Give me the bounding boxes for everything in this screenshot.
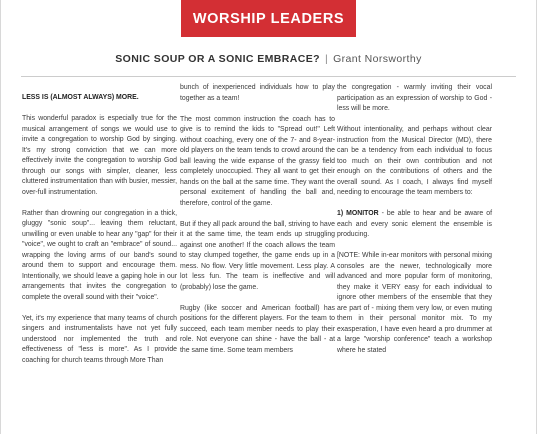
header-divider [21, 76, 516, 77]
text-column-3 [337, 83, 492, 367]
paragraph: The most common instruction the coach has to give is to remind the kids to "Spread out!" Left without coaching, every one of the 7- and 8-year-old players on the team tends to crowd around the ball leaving the wide expanse of the grassy field completely unoccupied. They all want to get their hands on the ball at the same time. They want the personal excitement of handling the ball and, therefore, control of the game. [180, 115, 335, 207]
list-item-label: 1) MONITOR [337, 210, 379, 217]
paragraph: bunch of inexperienced individuals how to play together as a team! [180, 84, 335, 102]
text-column-1 [22, 83, 177, 377]
list-item-text: - be able to hear and be aware of each and every sonic element the ensemble is producing. [337, 210, 493, 238]
section-heading: LESS IS (ALMOST ALWAYS) MORE. [22, 94, 139, 101]
paragraph: Rugby (like soccer and American football) has positions for the different players. For the team to succeed, each team member needs to play their role. Not everyone can shine - have the ball - at the same time. Some team members [180, 304, 335, 354]
list-item [337, 209, 492, 241]
paragraph: But if they all pack around the ball, striving to have it at the same time, the team ends up struggling against one another! If the coach allows the team to stay clumped together, the game ends up in a mess. No flow. Very little movement. Less play. A lot less fun. The team is ineffective and will (probably) lose the game. [180, 220, 335, 291]
article-title: SONIC SOUP OR A SONIC EMBRACE? [115, 53, 320, 65]
paragraph: This wonderful paradox is especially true for the musical arrangement of songs we would use to invite a congregation to worship God by singing. It's my strong conviction that we can more effectively invite the congregation to worship God through our songs with simpler, cleaner, less cluttered instrumentation than with busier, messier, over-full instrumentation. [22, 115, 177, 196]
article-author: Grant Norsworthy [333, 53, 422, 65]
paragraph: Without intentionality, and perhaps without clear instruction from the Musical Director (MD), there can be a tendency from each individual to focus too much on their own contribution and not enough on the contributions of others and the overall sound. As I coach, I always find myself needing to encourage the team members to: [337, 126, 492, 196]
article-header [0, 53, 537, 65]
title-separator: | [324, 53, 329, 65]
page-border-left [0, 0, 1, 434]
section-banner: WORSHIP LEADERS [181, 0, 356, 37]
paragraph: Rather than drowning our congregation in a thick, gluggy "sonic soup"... leaving them reluctant, unwilling or even unable to hear any "gap" for their "voice", we ought to craft an "embrace" of sound... wrapping the loving arms of our band's sound around them to support and encourage them. Intentionally, we should leave a gaping hole in our arrangements that invites the congregation to complete the overall sound with their "voice". [22, 209, 177, 301]
note-paragraph: [NOTE: While in-ear monitors with personal mixing consoles are the newer, technologically more advanced and more popular form of monitoring, they make it VERY easy for each individual to ignore other members of the ensemble that they are part of - mixing them very low, or even muting them in their personal monitor mix. To my exasperation, I have even heard a pro drummer at a large "worship conference" teach a workshop where he stated [337, 252, 492, 354]
text-column-2 [180, 83, 335, 367]
paragraph: Yet, it's my experience that many teams of church singers and instrumentalists have not yet fully understood nor implemented the truth and effectiveness of "less is more". As I provide coaching for church teams through More Than [22, 314, 177, 364]
paragraph: the congregation - warmly inviting their vocal participation as an expression of worship to God - less will be more. [337, 84, 492, 112]
